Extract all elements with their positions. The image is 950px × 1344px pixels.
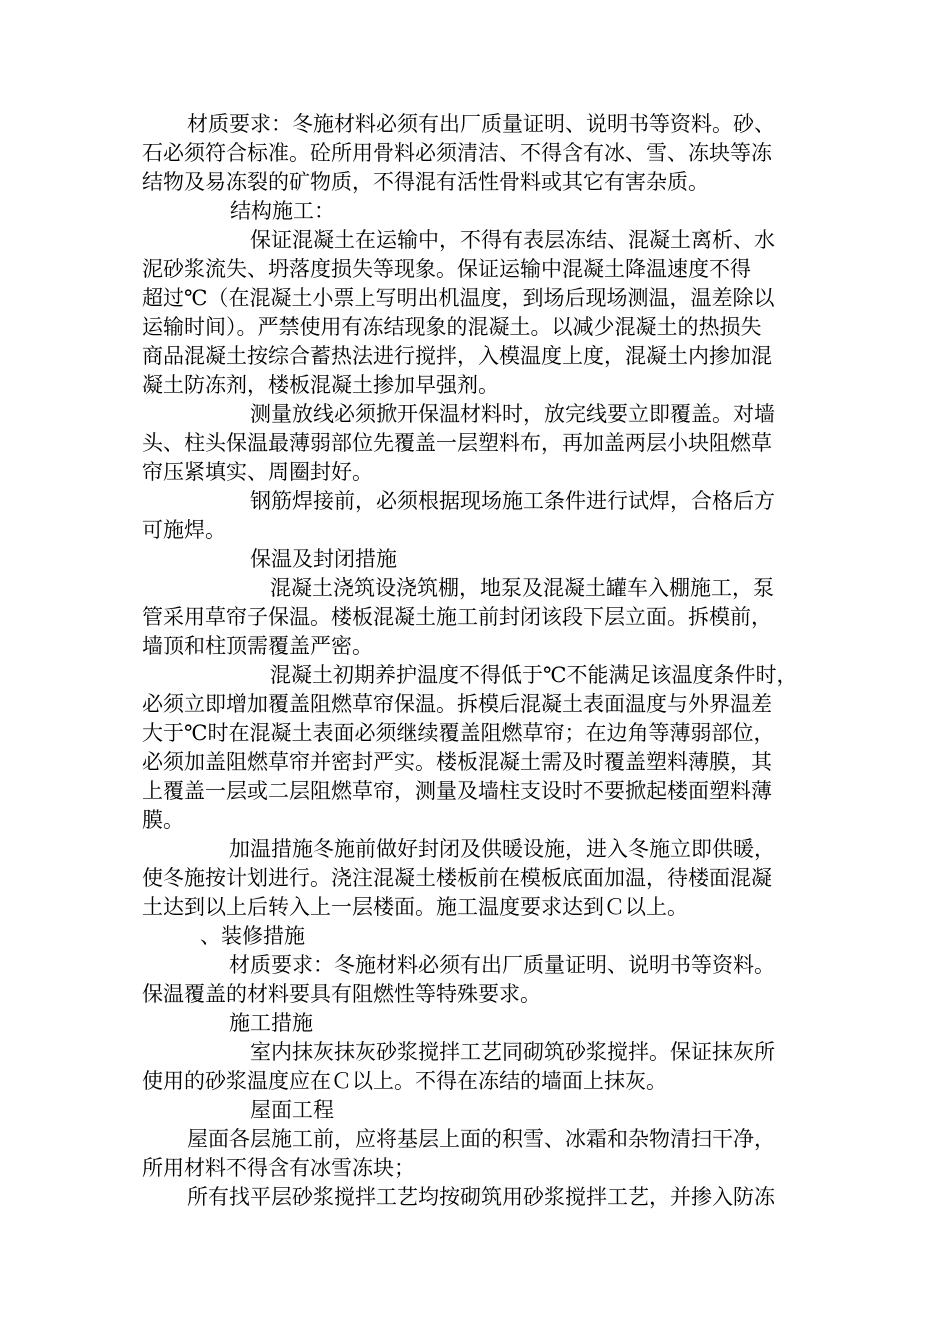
text-line: 上覆盖一层或二层阻燃草帘，测量及墙柱支设时不要掀起楼面塑料薄 [142, 779, 772, 803]
text-line: 运输时间）。严禁使用有冻结现象的混凝土。以减少混凝土的热损失 [142, 315, 762, 339]
text-line: 材质要求：冬施材料必须有出厂质量证明、说明书等资料。 [229, 953, 775, 977]
text-line: 必须立即增加覆盖阻燃草帘保温。拆模后混凝土表面温度与外界温差 [142, 692, 772, 716]
text-line: 屋面各层施工前，应将基层上面的积雪、冰霜和杂物清扫干净， [187, 1127, 775, 1151]
text-line: 凝土防冻剂，楼板混凝土掺加早强剂。 [142, 373, 499, 397]
text-line: 使用的砂浆温度应在Ｃ以上。不得在冻结的墙面上抹灰。 [142, 1069, 667, 1093]
text-line: 商品混凝土按综合蓄热法进行搅拌，入模温度上度，混凝土内掺加混 [142, 344, 772, 368]
text-line: 所有找平层砂浆搅拌工艺均按砌筑用砂浆搅拌工艺，并掺入防冻 [187, 1185, 775, 1209]
text-line: 测量放线必须掀开保温材料时，放完线要立即覆盖。对墙 [250, 402, 775, 426]
text-line: 墙顶和柱顶需覆盖严密。 [142, 634, 373, 658]
text-line: 室内抹灰抹灰砂浆搅拌工艺同砌筑砂浆搅拌。保证抹灰所 [250, 1040, 775, 1064]
section-heading: 施工措施 [229, 1011, 313, 1035]
text-line: 保证混凝土在运输中，不得有表层冻结、混凝土离析、水 [250, 228, 775, 252]
text-line: 大于℃时在混凝土表面必须继续覆盖阻燃草帘；在边角等薄弱部位， [142, 721, 775, 745]
text-line: 钢筋焊接前，必须根据现场施工条件进行试焊，合格后方 [250, 489, 775, 513]
text-line: 头、柱头保温最薄弱部位先覆盖一层塑料布，再加盖两层小块阻燃草 [142, 431, 772, 455]
text-line: 混凝土浇筑设浇筑棚，地泵及混凝土罐车入棚施工，泵 [270, 576, 774, 600]
text-line: 必须加盖阻燃草帘并密封严实。楼板混凝土需及时覆盖塑料薄膜，其 [142, 750, 772, 774]
text-line: 可施焊。 [142, 518, 226, 542]
section-heading: 保温及封闭措施 [250, 547, 397, 571]
text-line: 加温措施冬施前做好封闭及供暖设施，进入冬施立即供暖， [229, 837, 775, 861]
text-line: 土达到以上后转入上一层楼面。施工温度要求达到Ｃ以上。 [142, 895, 688, 919]
section-heading: 屋面工程 [250, 1098, 334, 1122]
text-line: 使冬施按计划进行。浇注混凝土楼板前在模板底面加温，待楼面混凝 [142, 866, 772, 890]
text-line: 膜。 [142, 808, 184, 832]
text-line: 保温覆盖的材料要具有阻燃性等特殊要求。 [142, 982, 541, 1006]
section-heading: 、装修措施 [200, 924, 305, 948]
text-line: 超过℃（在混凝土小票上写明出机温度，到场后现场测温，温差除以 [142, 286, 775, 310]
section-heading: 结构施工： [230, 199, 335, 223]
text-line: 泥砂浆流失、坍落度损失等现象。保证运输中混凝土降温速度不得 [142, 257, 751, 281]
text-line: 所用材料不得含有冰雪冻块； [142, 1156, 415, 1180]
text-line: 石必须符合标准。砼所用骨料必须清洁、不得含有冰、雪、冻块等冻 [142, 141, 772, 165]
text-line: 帘压紧填实、周圈封好。 [142, 460, 373, 484]
text-line: 混凝土初期养护温度不得低于℃不能满足该温度条件时， [270, 663, 798, 687]
text-line: 管采用草帘子保温。楼板混凝土施工前封闭该段下层立面。拆模前， [142, 605, 772, 629]
text-line: 材质要求：冬施材料必须有出厂质量证明、说明书等资料。砂、 [187, 112, 775, 136]
text-line: 结物及易冻裂的矿物质，不得混有活性骨料或其它有害杂质。 [142, 170, 709, 194]
